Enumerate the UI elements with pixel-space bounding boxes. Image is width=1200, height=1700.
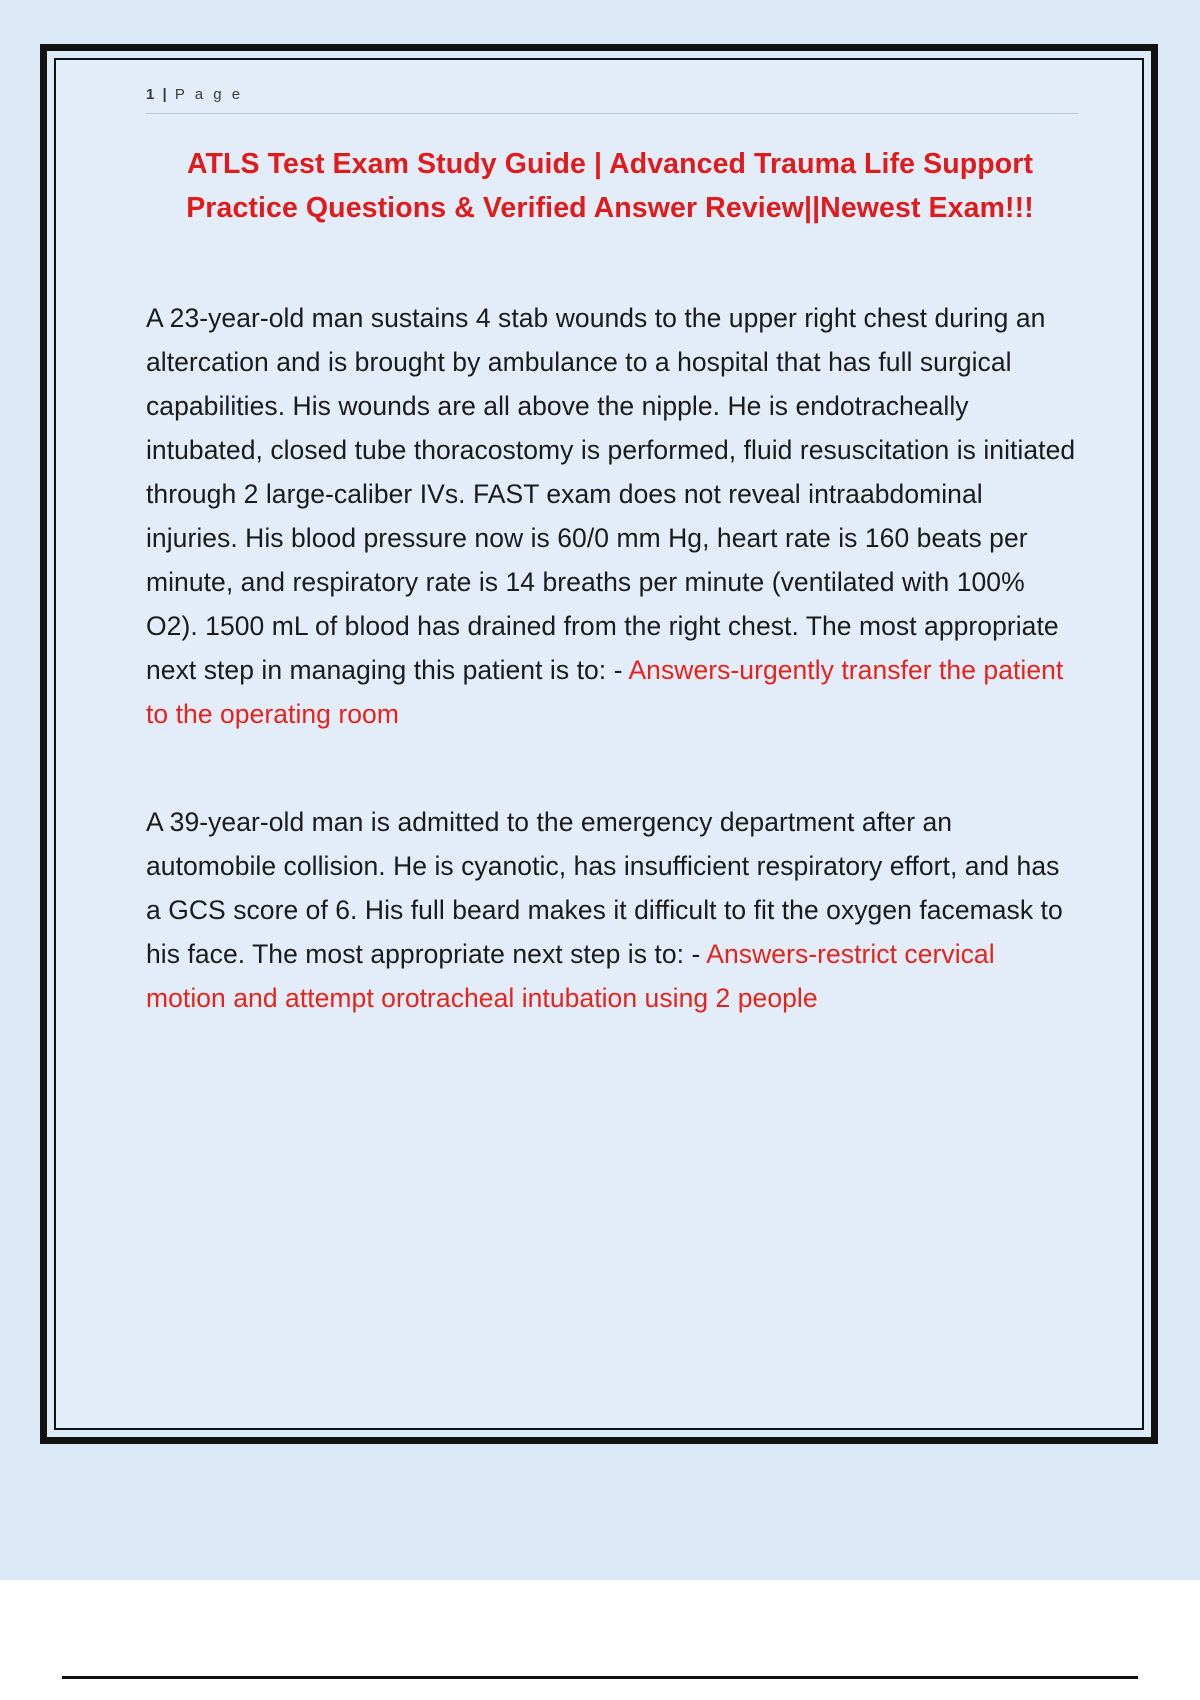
answer-dash-2: - (691, 938, 707, 969)
page-number-header (146, 86, 1078, 113)
document-title: ATLS Test Exam Study Guide | Advanced Trauma Life Support Practice Questions & Verified Answer Review||Newest Exam!!! (186, 148, 1034, 225)
page-bottom-strip (0, 1580, 1200, 1700)
header-divider (146, 113, 1078, 114)
question-block-2 (146, 801, 1078, 1021)
question-text-2: A 39-year-old man is admitted to the emergency department after an automobile collision. He is cyanotic, has insufficient respiratory effort, and has a GCS score of 6. His full beard makes it difficult to fit the oxygen facemask to his face. The most appropriate next step is to: (146, 806, 1063, 969)
page-border-inner (54, 58, 1144, 1430)
page-label: P a g e (174, 86, 244, 103)
answer-dash-1: - (613, 654, 629, 685)
answer-text-2: Answers-restrict cervical motion and attempt orotracheal intubation using 2 people (146, 938, 995, 1013)
question-text-1: A 23-year-old man sustains 4 stab wounds to the upper right chest during an altercation and is brought by ambulance to a hospital that has full surgical capabilities. His wounds are all above the nipple. He is endotracheally intubated, closed tube thoracostomy is performed, fluid resuscitation is initiated through 2 large-caliber IVs. FAST exam does not reveal intraabdominal injuries. His blood pressure now is 60/0 mm Hg, heart rate is 160 beats per minute, and respiratory rate is 14 breaths per minute (ventilated with 100% O2). 1500 mL of blood has drained from the right chest. The most appropriate next step in managing this patient is to: (146, 302, 1076, 685)
page-number-separator: | (162, 86, 169, 103)
page-number-value: 1 (146, 86, 157, 103)
answer-text-1: Answers-urgently transfer the patient to the operating room (146, 654, 1064, 729)
page-border-frame (40, 44, 1158, 1444)
next-page-top-border (62, 1676, 1138, 1679)
question-block-1 (146, 297, 1078, 737)
page-content (56, 60, 1142, 1428)
